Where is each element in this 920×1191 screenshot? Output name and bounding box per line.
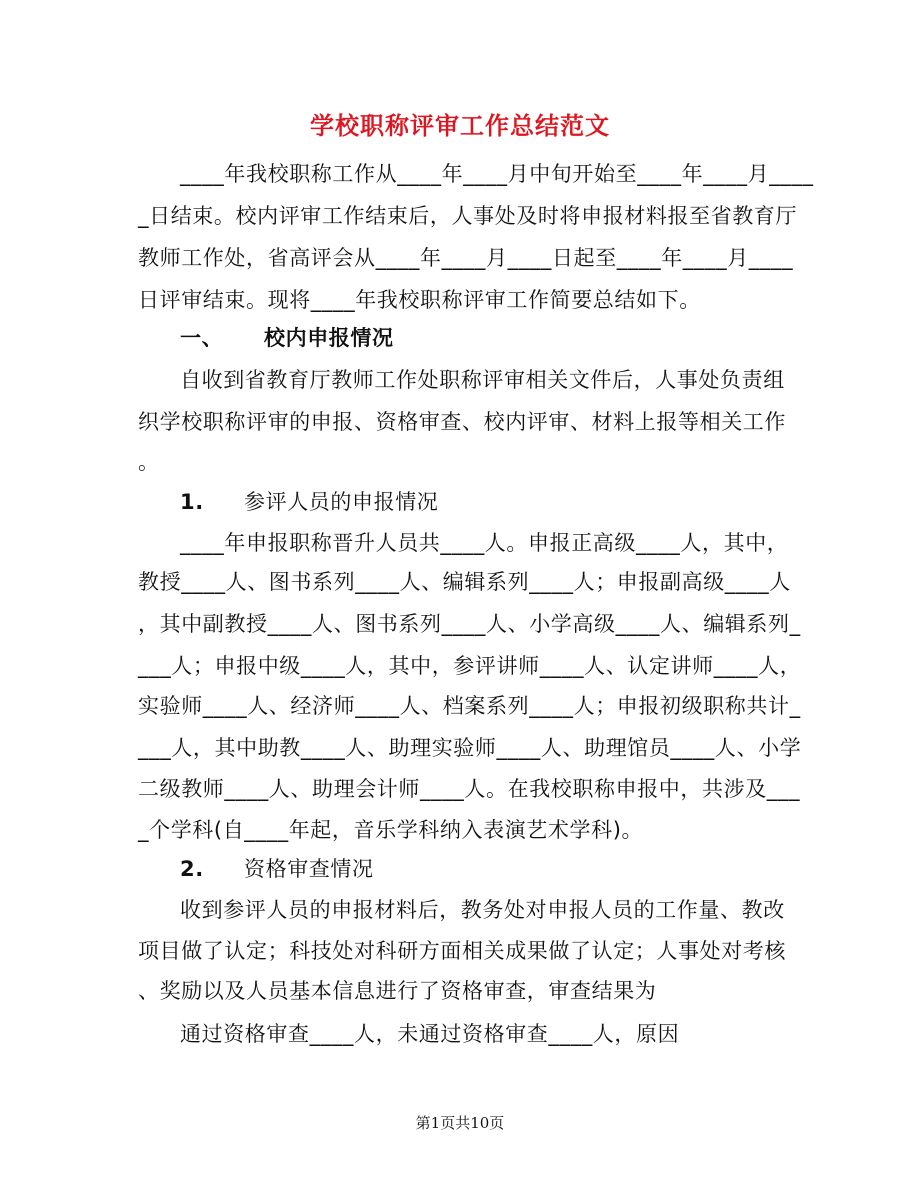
section-number: 一、 [180,326,224,350]
paragraph-line: 日评审结束。现将____年我校职称评审工作简要总结如下。 [138,288,701,312]
paragraph-line: 通过资格审查____人，未通过资格审查____人，原因 [180,1022,680,1046]
paragraph-line: _日结束。校内评审工作结束后，人事处及时将申报材料报至省教育厅 [138,204,798,228]
paragraph-line: 教授____人、图书系列____人、编辑系列____人；申报副高级____人 [138,570,791,594]
paragraph-line: ___人，其中助教____人、助理实验师____人、助理馆员____人、小学 [138,736,802,760]
paragraph-line: 项目做了认定；科技处对科研方面相关成果做了认定；人事处对考核 [138,939,786,963]
subsection-label: 参评人员的申报情况 [244,490,439,514]
page-indicator: 第1页共10页 [415,1114,505,1132]
paragraph-line: 实验师____人、经济师____人、档案系列____人；申报初级职称共计_ [138,694,801,718]
paragraph-line: ，其中副教授____人、图书系列____人、小学高级____人、编辑系列_ [138,612,801,636]
paragraph-line: _个学科(自____年起，音乐学科纳入表演艺术学科)。 [138,818,644,842]
paragraph-line: 。 [138,450,160,474]
subsection-heading [180,853,374,883]
paragraph-line: 二级教师____人、助理会计师____人。在我校职称申报中，共涉及___ [138,777,801,801]
subsection-number: 2. [180,857,204,881]
section-label: 校内申报情况 [264,326,394,350]
paragraph-line: ____年申报职称晋升人员共____人。申报正高级____人，其中， [180,531,789,555]
subsection-heading [180,486,438,516]
paragraph-line: ____年我校职称工作从____年____月中旬开始至____年____月____ [180,162,814,186]
subsection-label: 资格审查情况 [244,857,374,881]
paragraph-line: 自收到省教育厅教师工作处职称评审相关文件后，人事处负责组 [180,368,785,392]
section-heading [180,322,394,352]
paragraph-line: 教师工作处，省高评会从____年____月____日起至____年____月____ [138,246,794,270]
paragraph-line: 、奖励以及人员基本信息进行了资格审查，审查结果为 [138,979,657,1003]
paragraph-line: ___人；申报中级____人，其中，参评讲师____人、认定讲师____人， [138,654,802,678]
document-title: 学校职称评审工作总结范文 [310,112,610,140]
subsection-number: 1. [180,490,204,514]
paragraph-line: 织学校职称评审的申报、资格审查、校内评审、材料上报等相关工作 [138,410,786,434]
paragraph-line: 收到参评人员的申报材料后，教务处对申报人员的工作量、教改 [180,898,785,922]
